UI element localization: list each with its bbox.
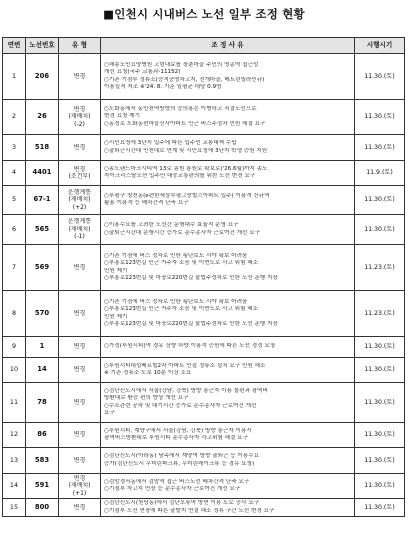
adjustment-reason (101, 474, 355, 499)
table-row (3, 291, 405, 337)
adjustment-type (59, 499, 101, 517)
adjustment-reason (101, 245, 355, 291)
adjustment-reason (101, 358, 355, 383)
adjustment-type-line: (+2) (72, 203, 87, 211)
route-number: 570 (26, 291, 59, 337)
row-number: 1 (3, 54, 26, 100)
route-number: 565 (26, 215, 59, 245)
adjustment-type (59, 337, 101, 358)
adjustment-reason (101, 100, 355, 135)
table-row (3, 135, 405, 161)
reason-line: ○검암경서동에서 검암역 접근 버스노선 배차간격 단축 요구 (104, 478, 250, 485)
adjustment-type (59, 161, 101, 186)
table-row (3, 448, 405, 474)
effective-date: 11.30.(토) (355, 499, 405, 517)
reason-line: ○도화동에서 동인천역방향의 승의용은 이병하고 직결노선으로 (104, 106, 257, 113)
row-number: 14 (3, 474, 26, 499)
reason-line: 증가(검단신도시 우미린파크뷰, 우미린레이크뷰 등 경유 요청) (104, 460, 255, 467)
adjustment-type (59, 245, 101, 291)
row-number: 13 (3, 448, 26, 474)
adjustment-type-line: 변경 (73, 72, 86, 80)
adjustment-reason (101, 54, 355, 100)
row-number: 11 (3, 383, 26, 423)
effective-date: 11.30.(토) (355, 423, 405, 448)
table-row (3, 161, 405, 186)
adjustment-type-line: (재배치) (68, 113, 91, 121)
reason-line: ○부흥로123번길 및 마장로220번길 불법주정차로 인한 노선 운행 지장 (104, 320, 278, 327)
table-header-row (3, 38, 405, 54)
adjustment-reason (101, 161, 355, 186)
adjustment-type-line: 변경 (73, 143, 86, 151)
reason-line: ○부평구 청천동(e편한세상부평그랑힐스아파트 입주) 이용객 신규역 (104, 192, 270, 199)
effective-date: 11.30.(토) (355, 54, 405, 100)
header-type: 유 형 (59, 38, 101, 54)
reason-line: ○부흥로123번길 및 마장로220번길 불법주정차로 인한 노선 운행 지장 (104, 274, 278, 281)
adjustment-reason (101, 499, 355, 517)
row-number: 2 (3, 100, 26, 135)
reason-line: ○루원시티대성베르힐2차 아파트 인접 정류소 설치 요구 민원 해소 (104, 362, 266, 369)
row-number: 3 (3, 135, 26, 161)
adjustment-type (59, 383, 101, 423)
adjustment-type (59, 54, 101, 100)
adjustment-type-line: (재배치) (68, 225, 91, 233)
reason-line: ○동정로 도화동편마을신사아파트 인근 버스주정차 민원 해결 요구 (104, 120, 266, 127)
reason-line: ※ 기존 정류소 도보 10분 이상 소요 (104, 370, 192, 376)
header-no: 연번 (3, 38, 26, 54)
adjustment-reason (101, 135, 355, 161)
adjustment-type-line: 변경 (73, 456, 86, 464)
reason-line: ○출퇴근시간대 운행시간 증가로 운수종사자 근로여건 개선 요구 (104, 229, 261, 236)
adjustment-type-line: 변경 (73, 474, 86, 482)
header-route-number: 노선번호 (26, 38, 59, 54)
reason-line: 요구 (104, 409, 115, 416)
table-row (3, 358, 405, 383)
effective-date: 11.9.(토) (355, 161, 405, 186)
reason-line: ○기존 기점부 정류소(승객공영차고지, 전개마을, 메트린빌라인규) (104, 76, 265, 83)
adjustment-reason (101, 291, 355, 337)
reason-line: 변경 요청 제기 (104, 113, 140, 120)
table-row (3, 423, 405, 448)
adjustment-type (59, 215, 101, 245)
effective-date: 11.30.(토) (355, 383, 405, 423)
reason-line: 자이크리스탈오션 입주민 대중교통편의를 위한 노선 변경 요구 (104, 173, 256, 179)
row-number: 12 (3, 423, 26, 448)
reason-line: ○검단신도시(아라동) 남측에서 계양역 방향 출퇴근 등 이용수요 (104, 453, 260, 460)
reason-line: ○부흥로123번길 인근 거주자 소음 및 이면도로 사고 위험 해소 (104, 260, 259, 267)
route-number: 86 (26, 423, 59, 448)
reason-line: ○루원시티, 계양구에서 서울(강남, 강북) 방향 통근자 이용시 (104, 427, 252, 434)
adjustment-type-line: (+1) (72, 489, 87, 497)
row-number: 9 (3, 337, 26, 358)
reason-line: ○검단신도시(원당동)에서 검단오류역 방면 이용 도로 공사 요구 (104, 500, 260, 507)
reason-line: ○송도랜드마크시티역 13로 송원 통원로 확보로('26.6월)까지 송도 (104, 165, 268, 172)
adjustment-type-line: 변경 (73, 366, 86, 374)
route-number: 4401 (26, 161, 59, 186)
page-title: ■인천시 시내버스 노선 일부 조정 현황 (103, 7, 305, 21)
effective-date: 11.30.(토) (355, 186, 405, 215)
adjustment-reason (101, 186, 355, 215)
table-row (3, 245, 405, 291)
row-number: 15 (3, 499, 26, 517)
adjustment-reason (101, 383, 355, 423)
table-body (3, 54, 405, 517)
adjustment-type-line: 운행계통 (67, 218, 92, 226)
row-number: 7 (3, 245, 26, 291)
adjustment-type-line: (조건부) (68, 173, 91, 180)
table-row (3, 474, 405, 499)
route-number: 800 (26, 499, 59, 517)
route-number: 67-1 (26, 186, 59, 215)
route-number: 78 (26, 383, 59, 423)
adjustment-type-line: 변경 (73, 165, 86, 173)
reason-line: 광역버스방환대로 루원시티 운수종사자 사고위험 해결 요구 (104, 435, 248, 441)
adjustment-type (59, 291, 101, 337)
reason-line: ○이용수요를 고려한 노선간 운행대수 효율적 운영 요구 (104, 222, 239, 229)
route-number: 583 (26, 448, 59, 474)
table-row (3, 499, 405, 517)
adjustment-type-line: 변경 (73, 398, 86, 406)
adjustment-type-line: (재배치) (68, 196, 91, 204)
reason-line: ○수소관련 공차 및 대기시간 증가로 운수종사자 근로여건 개선 (104, 402, 257, 409)
adjustment-reason (101, 448, 355, 474)
route-adjustment-table (2, 37, 405, 517)
reason-line: 활용 이용객 등 배차간격 단축 요구 (104, 200, 189, 206)
reason-line: ○기존 기점에 버스 정차로 인한 횡단보도 시야 확보 어려움 (104, 299, 248, 306)
adjustment-reason (101, 215, 355, 245)
row-number: 8 (3, 291, 26, 337)
route-number: 569 (26, 245, 59, 291)
adjustment-type-line: (-1) (74, 233, 85, 241)
adjustment-type-line: 변경 (73, 309, 86, 317)
adjustment-type-line: 변경 (73, 503, 86, 511)
row-number: 5 (3, 186, 26, 215)
effective-date: 11.30.(토) (355, 448, 405, 474)
effective-date: 11.23.(토) (355, 245, 405, 291)
table-row (3, 215, 405, 245)
adjustment-type (59, 474, 101, 499)
adjustment-type (59, 186, 101, 215)
route-number: 1 (26, 337, 59, 358)
route-number: 26 (26, 100, 59, 135)
adjustment-reason (101, 423, 355, 448)
route-number: 206 (26, 54, 59, 100)
table-row (3, 100, 405, 135)
effective-date: 11.30.(토) (355, 215, 405, 245)
adjustment-type-line: (-2) (74, 120, 85, 128)
reason-line: ○기점부 자고지 연장 등 운수종사자 근로여건 개선 요구 (104, 486, 241, 492)
row-number: 6 (3, 215, 26, 245)
adjustment-type (59, 358, 101, 383)
adjustment-type (59, 423, 101, 448)
adjustment-type (59, 135, 101, 161)
adjustment-type-line: 운행계통 (67, 188, 92, 196)
adjustment-type-line: 변경 (73, 105, 86, 113)
adjustment-reason (101, 337, 355, 358)
row-number: 10 (3, 358, 26, 383)
reason-line: 방환대로 환승 편의 향상 개선 요구 (104, 395, 189, 402)
effective-date: 11.30.(토) (355, 100, 405, 135)
table-row (3, 54, 405, 100)
reason-line: ○해송노인요양병원 고령내료를 장춘마을 주민의 영종역 접근성 (104, 62, 259, 69)
reason-line: 민원 제기 (104, 313, 128, 320)
effective-date: 11.30.(토) (355, 337, 405, 358)
route-number: 591 (26, 474, 59, 499)
route-number: 14 (26, 358, 59, 383)
route-number: 518 (26, 135, 59, 161)
effective-date: 11.23.(토) (355, 291, 405, 337)
adjustment-type (59, 448, 101, 474)
header-date: 시행시기 (355, 38, 405, 54)
adjustment-type-line: 변경 (73, 431, 86, 439)
table-row (3, 383, 405, 423)
effective-date: 11.30.(토) (355, 135, 405, 161)
effective-date: 11.30.(토) (355, 358, 405, 383)
reason-line: ○시민요청에 3단지 입주에 따른 입주민 교통대책 수립 (104, 140, 237, 147)
adjustment-type-line: 변경 (73, 343, 86, 351)
reason-line: ○기존 기점에 버스 정차로 인한 횡단보도 시야 확보 어려움 (104, 253, 248, 260)
reason-line: 개선 요청(국주 교통과-11152) (104, 69, 181, 76)
effective-date: 11.30.(토) (355, 474, 405, 499)
adjustment-type-line: (재배치) (68, 482, 91, 490)
table-row (3, 186, 405, 215)
adjustment-type-line: 변경 (73, 263, 86, 271)
reason-line: ○부흥로123번길 인근 거주자 소음 및 이면도로 사고 위험 해소 (104, 306, 259, 313)
table-row (3, 337, 405, 358)
reason-line: 민원 제기 (104, 267, 128, 274)
reason-line: ○검단신도시에서 서울(강남, 강북) 방향 통근자 이용 불편과 광역버 (104, 388, 268, 395)
row-number: 4 (3, 161, 26, 186)
adjustment-type (59, 100, 101, 135)
reason-line: ○가정(루원시티)역 경유 상향 하향 이용객 증원에 따른 노선 경정 요청 (104, 343, 276, 350)
reason-line: ○기점부 노선 연장에 따른 출발지 연결 해소 정류 구간 노선 변경 요구 (104, 507, 275, 514)
header-reason: 조 정 사 유 (101, 38, 355, 54)
reason-line: 이용실적 저조 ※'24. 8. 기준 일평균 대당 0.9명 (104, 83, 222, 90)
reason-line: ○출퇴근시간대 인천대로 연계 및 시민요청에 3단지 학생 증원 지원 (104, 147, 268, 154)
